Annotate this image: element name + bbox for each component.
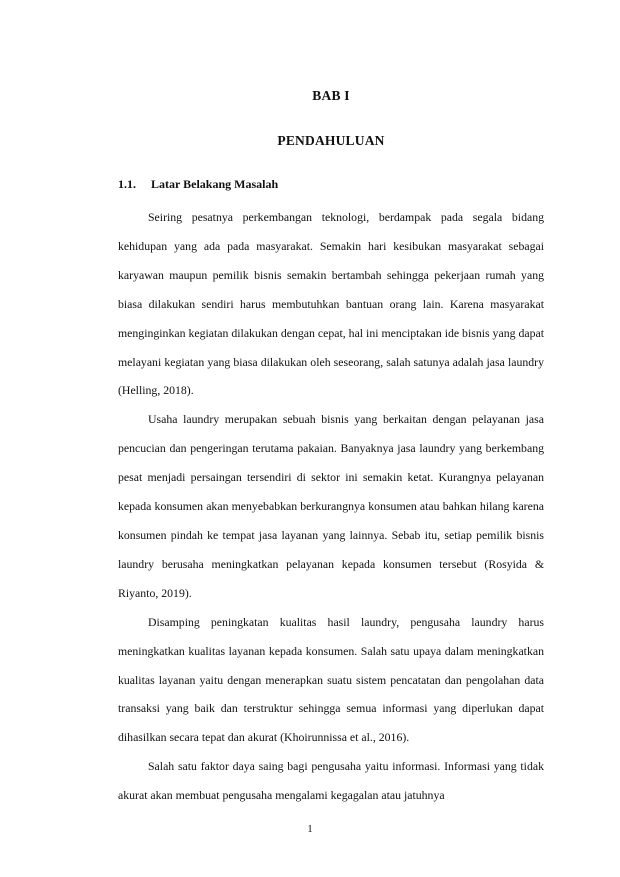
paragraph: Usaha laundry merupakan sebuah bisnis yang berkaitan dengan pelayanan jasa pencucian dan pengeringan terutama pakaian. Banyaknya jasa laundry yang berkembang pesat menjadi persaingan tersendiri di sektor ini semakin ketat. Kurangnya pelayanan kepada konsumen akan menyebabkan berkurangnya konsumen atau bahkan hilang karena konsumen pindah ke tempat jasa layanan yang lainnya. Sebab itu, setiap pemilik bisnis laundry berusaha meningkatkan pelayanan kepada konsumen tersebut (Rosyida & Riyanto, 2019). [118,412,544,600]
section-title: Latar Belakang Masalah [151,177,279,191]
chapter-title: PENDAHULUAN [277,133,385,148]
paragraph: Salah satu faktor daya saing bagi pengusaha yaitu informasi. Informasi yang tidak akurat akan membuat pengusaha mengalami kegagalan atau jatuhnya [118,759,544,803]
body-text [118,203,544,810]
section-heading [118,177,278,192]
paragraph: Seiring pesatnya perkembangan teknologi, berdampak pada segala bidang kehidupan yang ada pada masyarakat. Semakin hari kesibukan masyarakat sebagai karyawan maupun pemilik bisnis semakin bertambah sehingga pekerjaan rumah yang biasa dilakukan sendiri harus membutuhkan bantuan orang lain. Karena masyarakat menginginkan kegiatan dilakukan dengan cepat, hal ini menciptakan ide bisnis yang dapat melayani kegiatan yang biasa dilakukan oleh seseorang, salah satunya adalah jasa laundry (Helling, 2018). [118,210,544,398]
page-number: 1 [307,823,313,835]
section-number: 1.1. [118,177,136,191]
paragraph: Disamping peningkatan kualitas hasil laundry, pengusaha laundry harus meningkatkan kualitas layanan kepada konsumen. Salah satu upaya dalam meningkatkan kualitas layanan yaitu dengan menerapkan suatu sistem pencatatan dan pengolahan data transaksi yang baik dan terstruktur sehingga semua informasi yang diperlukan dapat dihasilkan secara tepat dan akurat (Khoirunnissa et al., 2016). [118,614,544,745]
chapter-label: BAB I [312,88,350,103]
